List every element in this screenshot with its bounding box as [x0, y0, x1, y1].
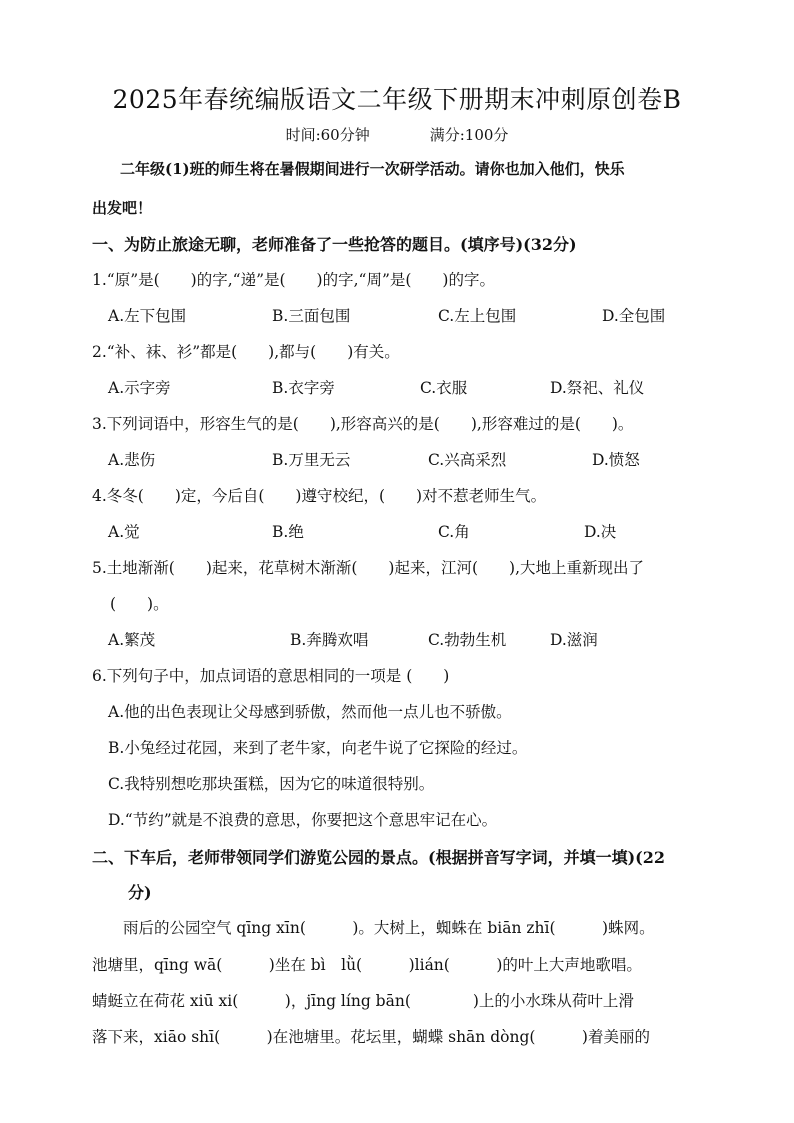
question-5-stem: 5.土地渐渐( )起来，花草树木渐渐( )起来，江河( ),大地上重新现出了 — [92, 559, 645, 577]
q2-option-b: B.衣字旁 — [272, 379, 335, 397]
q4-option-b: B.绝 — [272, 523, 304, 541]
q3-option-c: C.兴高采烈 — [428, 451, 507, 469]
question-2-stem: 2.“补、袜、衫”都是( ),都与( )有关。 — [92, 343, 400, 361]
exam-title: 2025年春统编版语文二年级下册期末冲刺原创卷B — [112, 85, 682, 114]
passage-line-4: 落下来，xiāo shī( )在池塘里。花坛里，蝴蝶 shān dòng( )着美丽的 — [92, 1028, 650, 1046]
exam-time: 时间:60分钟 — [285, 126, 370, 144]
question-6-stem: 6.下列句子中，加点词语的意思相同的一项是 ( ) — [92, 667, 450, 685]
q2-option-c: C.衣服 — [420, 379, 468, 397]
q5-option-d: D.滋润 — [550, 631, 598, 649]
q1-option-d: D.全包围 — [602, 307, 666, 325]
q5-option-a: A.繁茂 — [108, 631, 156, 649]
question-1-stem: 1.“原”是( )的字,“递”是( )的字,“周”是( )的字。 — [92, 271, 495, 289]
q6-option-c: C.我特别想吃那块蛋糕，因为它的味道很特别。 — [108, 775, 435, 793]
q1-option-a: A.左下包围 — [108, 307, 187, 325]
q2-option-d: D.祭祀、礼仪 — [550, 379, 645, 397]
question-3-stem: 3.下列词语中，形容生气的是( ),形容高兴的是( ),形容难过的是( )。 — [92, 415, 634, 433]
section-1-heading: 一、为防止旅途无聊，老师准备了一些抢答的题目。(填序号)(32分) — [92, 235, 577, 254]
q2-option-a: A.示字旁 — [108, 379, 171, 397]
question-4-stem: 4.冬冬( )定，今后自( )遵守校纪，( )对不惹老师生气。 — [92, 487, 547, 505]
q6-option-d: D.“节约”就是不浪费的意思，你要把这个意思牢记在心。 — [108, 811, 498, 829]
q3-option-a: A.悲伤 — [108, 451, 156, 469]
exam-score: 满分:100分 — [429, 126, 509, 144]
q1-option-c: C.左上包围 — [438, 307, 517, 325]
q5-option-c: C.勃勃生机 — [428, 631, 507, 649]
passage-line-1: 雨后的公园空气 qīng xīn( )。大树上，蜘蛛在 biān zhī( )蛛网。 — [92, 919, 655, 937]
question-5-stem-cont: ( )。 — [110, 595, 169, 613]
q5-option-b: B.奔腾欢唱 — [290, 631, 369, 649]
q4-option-c: C.角 — [438, 523, 470, 541]
exam-meta — [0, 124, 794, 145]
q6-option-b: B.小兔经过花园，来到了老牛家，向老牛说了它探险的经过。 — [108, 739, 528, 757]
q6-option-a: A.他的出色表现让父母感到骄傲，然而他一点儿也不骄傲。 — [108, 703, 512, 721]
section-2-heading: 二、下车后，老师带领同学们游览公园的景点。(根据拼音写字词，并填一填)(22 — [92, 848, 665, 867]
q3-option-d: D.愤怒 — [592, 451, 640, 469]
passage-line-3: 蜻蜓立在荷花 xiū xi( )，jīng líng bān( )上的小水珠从荷叶上滑 — [92, 992, 634, 1010]
intro-line-1: 二年级(1)班的师生将在暑假期间进行一次研学活动。请你也加入他们，快乐 — [120, 160, 625, 178]
q3-option-b: B.万里无云 — [272, 451, 351, 469]
q1-option-b: B.三面包围 — [272, 307, 351, 325]
section-2-heading-cont: 分) — [128, 883, 152, 902]
q4-option-a: A.觉 — [108, 523, 140, 541]
passage-line-2: 池塘里，qīng wā( )坐在 bì lǜ( )lián( )的叶上大声地歌唱。 — [92, 956, 642, 974]
q4-option-d: D.决 — [584, 523, 617, 541]
intro-line-2: 出发吧！ — [92, 199, 153, 217]
